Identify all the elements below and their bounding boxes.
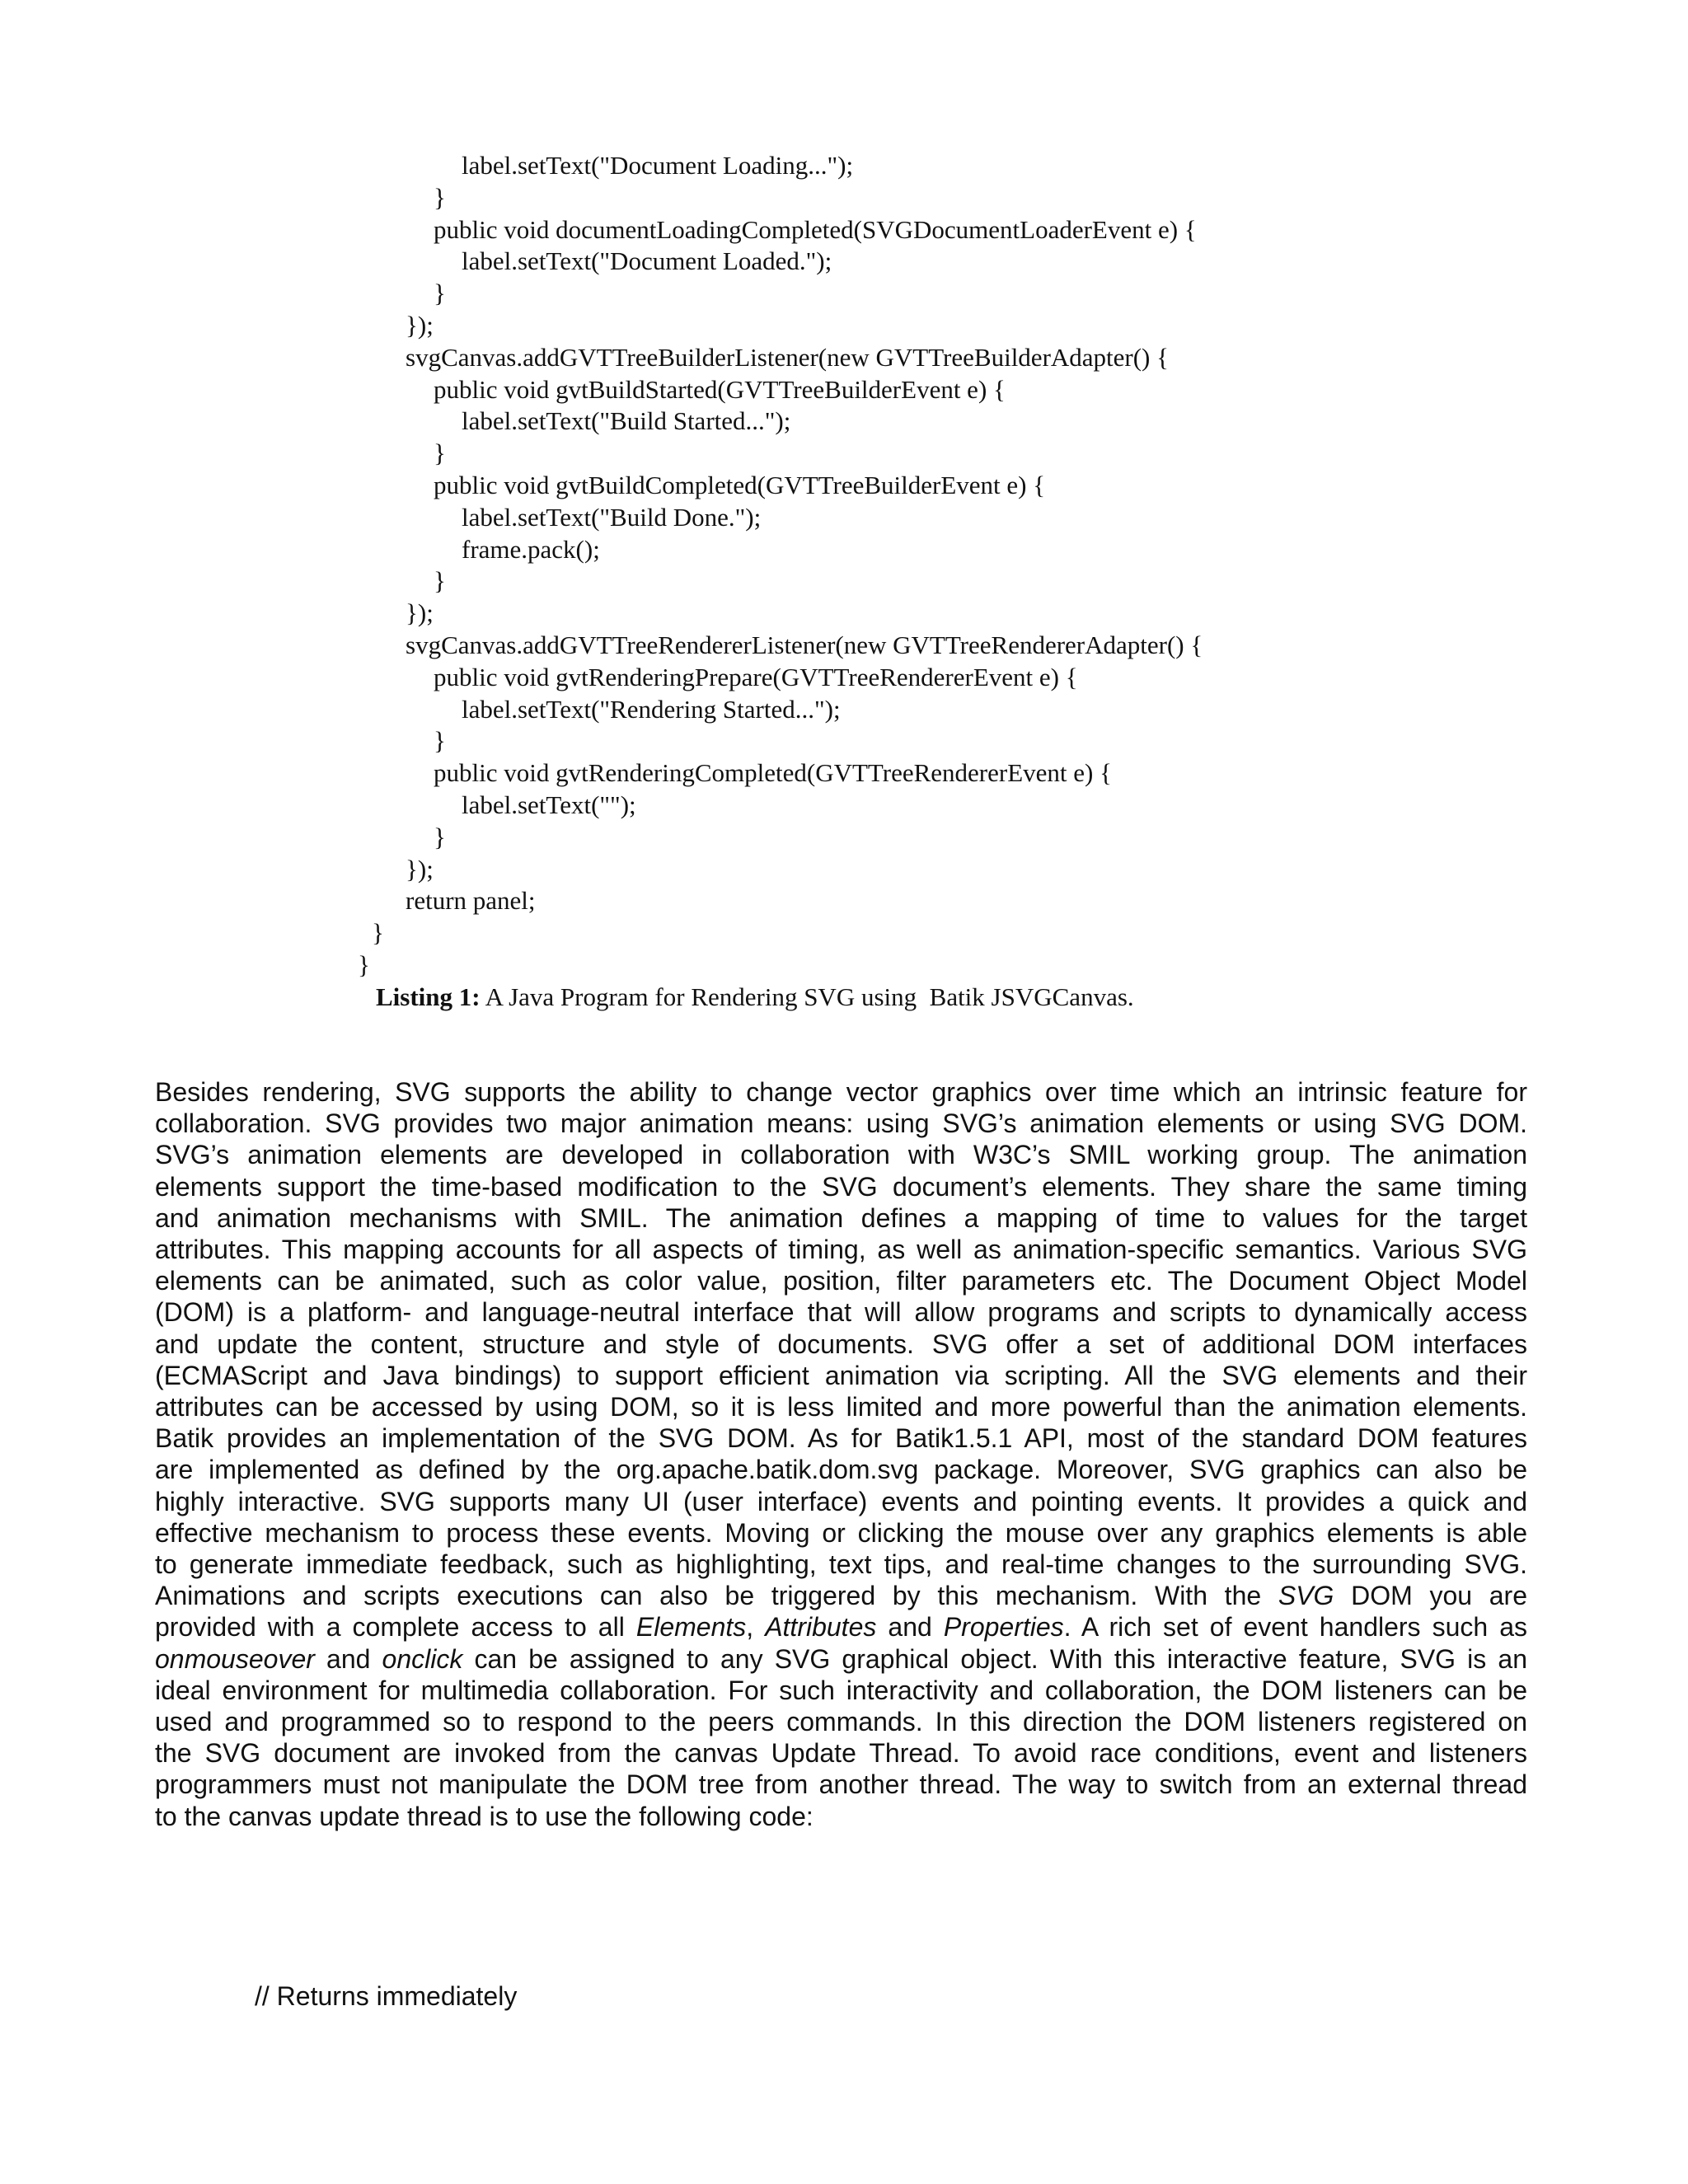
paragraph-line	[155, 1801, 1527, 1832]
paragraph-text: provided with a complete access to all	[155, 1612, 636, 1643]
code-line: }	[434, 566, 446, 596]
paragraph-text: Besides rendering, SVG supports the ability to change vector graphics over time which an intrinsic feature for	[155, 1077, 1527, 1107]
paragraph-text: and update the content, structure and style of documents. SVG offer a set of additional DOM interfaces	[155, 1329, 1527, 1359]
code-line: }	[434, 182, 446, 212]
paragraph-text: can be assigned to any SVG graphical object. With this interactive feature, SVG is an	[462, 1643, 1528, 1674]
code-line: label.setText("Build Started...");	[462, 406, 791, 436]
caption-label: Listing 1:	[376, 982, 481, 1011]
paragraph-line	[155, 1360, 1527, 1391]
paragraph-text: elements can be animated, such as color value, position, filter parameters etc. The Document Object Model	[155, 1266, 1527, 1296]
code-line: });	[406, 598, 434, 628]
paragraph-line	[155, 1580, 1527, 1611]
listing-caption	[376, 981, 1134, 1014]
code-line: public void gvtRenderingPrepare(GVTTreeRendererEvent e) {	[434, 662, 1078, 691]
italic-term: SVG	[1278, 1581, 1334, 1611]
code-line: frame.pack();	[462, 534, 600, 564]
paragraph-text: DOM you are	[1334, 1581, 1528, 1611]
paragraph-line	[155, 1737, 1527, 1769]
paragraph-text: collaboration. SVG provides two major animation means: using SVG’s animation elements or using SVG DOM.	[155, 1108, 1527, 1139]
paragraph-line	[155, 1076, 1527, 1108]
paragraph-text: ideal environment for multimedia collaboration. For such interactivity and collaboration, the DOM listeners can be	[155, 1675, 1527, 1705]
code-line: svgCanvas.addGVTTreeRendererListener(new GVTTreeRendererAdapter() {	[406, 630, 1203, 659]
code-line: svgCanvas.addGVTTreeBuilderListener(new GVTTreeBuilderAdapter() {	[406, 342, 1170, 372]
paragraph-text: used and programmed so to respond to the peers commands. In this direction the DOM listeners registered on	[155, 1707, 1527, 1737]
paragraph-line	[155, 1706, 1527, 1737]
paragraph-line	[155, 1486, 1527, 1517]
paragraph-text: Animations and scripts executions can also be triggered by this mechanism. With the	[155, 1581, 1278, 1611]
code-line: public void documentLoadingCompleted(SVGDocumentLoaderEvent e) {	[434, 214, 1197, 244]
code-line: label.setText("");	[462, 790, 636, 819]
code-line: label.setText("Document Loading...");	[462, 151, 854, 180]
paragraph-line	[155, 1675, 1527, 1706]
paragraph-line	[155, 1139, 1527, 1170]
code-line: }	[372, 918, 384, 948]
italic-term: Properties	[943, 1612, 1064, 1643]
paragraph-text: Batik provides an implementation of the SVG DOM. As for Batik1.5.1 API, most of the standard DOM features	[155, 1423, 1527, 1454]
paragraph-line	[155, 1265, 1527, 1296]
paragraph-text: ,	[746, 1612, 766, 1643]
code-line: return panel;	[406, 886, 536, 916]
code-line: });	[406, 310, 434, 340]
paragraph-line	[155, 1329, 1527, 1360]
body-paragraph	[155, 1076, 1527, 1832]
paragraph-line	[155, 1517, 1527, 1549]
paragraph-line	[155, 1171, 1527, 1202]
paragraph-text: (ECMAScript and Java bindings) to support efficient animation via scripting. All the SVG elements and their	[155, 1360, 1527, 1390]
code-line: });	[406, 854, 434, 883]
code-line: public void gvtBuildCompleted(GVTTreeBuilderEvent e) {	[434, 470, 1046, 499]
paragraph-line	[155, 1769, 1527, 1800]
paragraph-line	[155, 1296, 1527, 1328]
paragraph-line	[155, 1202, 1527, 1234]
code-line: label.setText("Build Done.");	[462, 502, 762, 532]
paragraph-text: and animation mechanisms with SMIL. The animation defines a mapping of time to values for the target	[155, 1202, 1527, 1233]
italic-term: Attributes	[765, 1612, 877, 1643]
paragraph-text: to generate immediate feedback, such as highlighting, text tips, and real-time changes to the surrounding SVG.	[155, 1549, 1527, 1580]
code-comment: // Returns immediately	[255, 1981, 518, 2011]
paragraph-line	[155, 1391, 1527, 1422]
paragraph-text: programmers must not manipulate the DOM tree from another thread. The way to switch from an external thread	[155, 1769, 1527, 1800]
paragraph-text: effective mechanism to process these events. Moving or clicking the mouse over any graphics elements is able	[155, 1517, 1527, 1548]
code-listing	[0, 150, 1688, 982]
paragraph-line	[155, 1611, 1527, 1643]
paragraph-line	[155, 1549, 1527, 1580]
code-line: public void gvtRenderingCompleted(GVTTreeRendererEvent e) {	[434, 758, 1112, 788]
paragraph-text: (DOM) is a platform- and language-neutral interface that will allow programs and scripts to dynamically access	[155, 1297, 1527, 1328]
code-line: }	[434, 822, 446, 851]
italic-term: onmouseover	[155, 1643, 315, 1674]
code-line: }	[358, 949, 370, 979]
paragraph-line	[155, 1108, 1527, 1139]
paragraph-text: and	[314, 1643, 382, 1674]
code-line: }	[434, 726, 446, 756]
paragraph-line	[155, 1454, 1527, 1485]
paragraph-text: elements support the time-based modification to the SVG document’s elements. They share the same timing	[155, 1171, 1527, 1202]
paragraph-line	[155, 1422, 1527, 1454]
paragraph-text: . A rich set of event handlers such as	[1063, 1612, 1528, 1643]
paragraph-text: attributes can be accessed by using DOM, so it is less limited and more powerful than the animation elements.	[155, 1392, 1527, 1422]
italic-term: Elements	[635, 1612, 747, 1643]
paragraph-text: SVG’s animation elements are developed in collaboration with W3C’s SMIL working group. The animation	[155, 1140, 1527, 1170]
code-line: label.setText("Document Loaded.");	[462, 246, 832, 276]
paragraph-text: are implemented as defined by the org.apache.batik.dom.svg package. Moreover, SVG graphics can also be	[155, 1455, 1527, 1485]
code-line: }	[434, 438, 446, 468]
caption-text: A Java Program for Rendering SVG using Batik JSVGCanvas.	[480, 982, 1134, 1011]
code-line: public void gvtBuildStarted(GVTTreeBuilderEvent e) {	[434, 374, 1006, 404]
code-line: label.setText("Rendering Started...");	[462, 694, 841, 724]
code-line: }	[434, 279, 446, 308]
italic-term: onclick	[382, 1643, 463, 1674]
paragraph-text: attributes. This mapping accounts for all aspects of timing, as well as animation-specific semantics. Various SVG	[155, 1235, 1527, 1265]
paragraph-text: highly interactive. SVG supports many UI (user interface) events and pointing events. It provides a quick and	[155, 1486, 1527, 1516]
paragraph-line	[155, 1234, 1527, 1265]
paragraph-line	[155, 1643, 1527, 1675]
paragraph-text: and	[876, 1612, 944, 1643]
paragraph-text: to the canvas update thread is to use the following code:	[155, 1801, 814, 1831]
paragraph-text: the SVG document are invoked from the canvas Update Thread. To avoid race conditions, event and listeners	[155, 1738, 1527, 1769]
